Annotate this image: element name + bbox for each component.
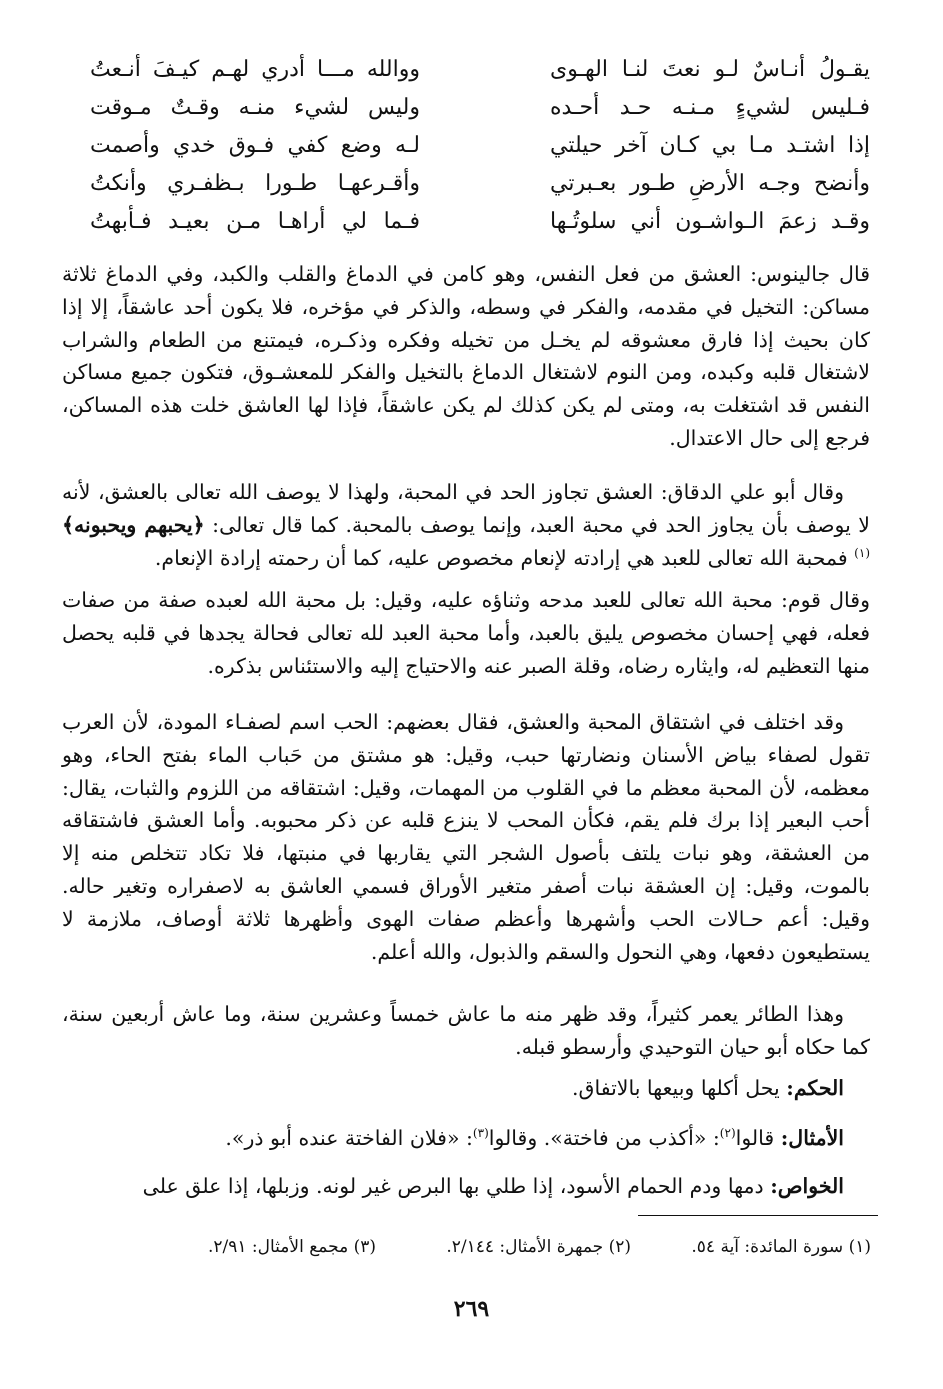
hukm-label: الحكم: [786, 1076, 844, 1100]
amthal-proverb-2: : «فلان الفاختة عنده أبو ذر». [225, 1126, 473, 1150]
paragraph-etymology: وقد اختلف في اشتقاق المحبة والعشق، فقال بعضهم: الحب اسم لصفـاء المودة، لأن العرب تقول لصفاء بياض الأسنان ونضارتها حبب، وقيل: هو مشتق من حَباب الماء بفتح الحاء، وهو معظمه، لأن المحبة معظم ما في القلوب من المهمات، وقيل: اشتقاقه من اللزوم والثبات، يقال: أحب البعير إذا برك فلم يقم، فكأن المحب لا ينزع قلبه عن ذكر محبوبه. وأما العشق فاشتقاقه من العشقة، وهو نبات يلتف بأصول الشجر التي يقاربها في منبتها، فلا تكاد تتخلص منه إلا بالموت، وقيل: إن العشقة نبات أصفر متغير الأوراق فسمي العاشق به لاصفراره وتغير حاله. وقيل: أعم حـالات الحب وأشهرها وأعظم صفات الهوى وأظهرها ثلاثة أوصاف، ملازمة لا يستطيعون دفعها، وهي النحول والسقم والذبول، والله أعلم. [62, 710, 870, 964]
page-number: ٢٦٩ [453, 1296, 490, 1322]
footnote-1: (١) سورة المائدة: آية ٥٤. [691, 1237, 871, 1257]
verse-first-hemistich: إذا اشتـد مـا بي كـان آخر حيلتي [550, 133, 870, 158]
paragraph-galen: قال جالينوس: العشق من فعل النفس، وهو كامن في الدماغ والقلب والكبد، وفي الدماغ ثلاثة مساكن: التخيل في مقدمه، والفكر في وسطه، والذكر في مؤخره، فلا يكون أحد عاشقاً، إلا إذا كان بحيث إذا فارق معشوقه لم يخـل من تخيله وفكره وذكـره، فيمتنع من الطعام والشراب لاشتغال قلبه وكبده، ومن النوم لاشتغال الدماغ بالتخيل والفكر للمعشـوق، فتكون جميع مساكن النفس قد اشتغلت به، ومتى لم يكن كذلك لم يكن عاشقاً، فإذا لها العاشق خلت هذه المساكن، فرجع إلى حال الاعتدال. [62, 262, 870, 450]
quran-verse: ﴿يحبهم ويحبونه﴾ [62, 512, 205, 537]
poem-verse [90, 166, 870, 202]
paragraph-qawm: وقال قوم: محبة الله تعالى للعبد مدحه وثناؤه عليه، وقيل: بل محبة الله لعبده صفة من صفات فعله، فهي إحسان مخصوص يليق بالعبد، وأما محبة العبد لله تعالى فحالة يجدها في قلبه يحصل منها التعظيم له، وايثاره رضاه، وقلة الصبر عنه والاحتياج إليه والاستئناس بذكره. [62, 588, 870, 678]
khawas-label: الخواص: [770, 1174, 844, 1198]
poem-verse [90, 204, 870, 240]
poem-block [90, 52, 870, 252]
amthal-proverb-1: : «أكذب من فاختة». وقالوا [488, 1126, 720, 1150]
footnote-ref: (١) [854, 545, 870, 560]
paragraph-amthal [62, 1122, 870, 1154]
paragraph-khawas [62, 1170, 870, 1202]
paragraph-daqqaq-text: وقال أبو علي الدقاق: العشق تجاوز الحد في المحبة، ولهذا لا يوصف الله تعالى بالعشق، لأنه لا يوصف بأن يجاوز الحد في محبة العبد، وإنما يوصف بالمحبة. كما قال تعالى: [62, 480, 870, 537]
paragraph-daqqaq-text-cont: فمحبة الله تعالى للعبد هي إرادته لإنعام مخصوص عليه، كما أن رحمته إرادة الإنعام. [154, 545, 848, 570]
verse-first-hemistich: وأنضح وجـه الأرضِ طـور بعـبرتي [550, 171, 870, 196]
footnote-ref: (٢) [719, 1126, 736, 1141]
verse-second-hemistich: فـما لي أراهـا مـن بعيـد فـأبهتُ [90, 209, 420, 234]
verse-first-hemistich: وقـد زعمَ الـواشـون أني سلوتُـها [550, 209, 870, 234]
verse-second-hemistich: ووالله مـــا أدري لهـم كيـفَ أنـعتُ [90, 57, 420, 82]
poem-verse [90, 90, 870, 126]
amthal-said: قالوا [735, 1126, 775, 1150]
paragraph-lifespan: وهذا الطائر يعمر كثيراً، وقد ظهر منه ما عاش خمساً وعشرين سنة، وما عاش أربعين سنة، كما حكاه أبو حيان التوحيدي وأرسطو قبله. [62, 1002, 870, 1059]
paragraph-daqqaq [62, 476, 870, 574]
footnote-2: (٢) جمهرة الأمثال: ٢/١٤٤. [446, 1237, 631, 1257]
verse-first-hemistich: فـليس لشيءٍ مـنـه حـد أحـده [550, 95, 870, 120]
poem-verse [90, 52, 870, 88]
verse-second-hemistich: لـه وضع كفي فـوق خدي وأصمت [90, 133, 420, 158]
footnote-divider [638, 1215, 878, 1216]
amthal-label: الأمثال: [780, 1126, 844, 1150]
khawas-text: دمها ودم الحمام الأسود، إذا طلي بها البرص غير لونه. وزبلها، إذا علق على [142, 1174, 764, 1198]
footnote-ref: (٣) [472, 1126, 489, 1141]
verse-second-hemistich: وليس لشيء منـه وقـتٌ مـوقت [90, 95, 420, 120]
footnote-3: (٣) مجمع الأمثال: ٢/٩١. [207, 1237, 376, 1257]
poem-verse [90, 128, 870, 164]
paragraph-hukm [62, 1072, 870, 1104]
verse-first-hemistich: يقـولُ أنـاسٌ لـو نعتَ لنـا الهـوى [550, 57, 870, 82]
footnotes [71, 1232, 871, 1262]
hukm-text: يحل أكلها وبيعها بالاتفاق. [572, 1076, 780, 1100]
verse-second-hemistich: وأقـرعهـا طـورا بـظفـري وأنكتُ [90, 171, 420, 196]
